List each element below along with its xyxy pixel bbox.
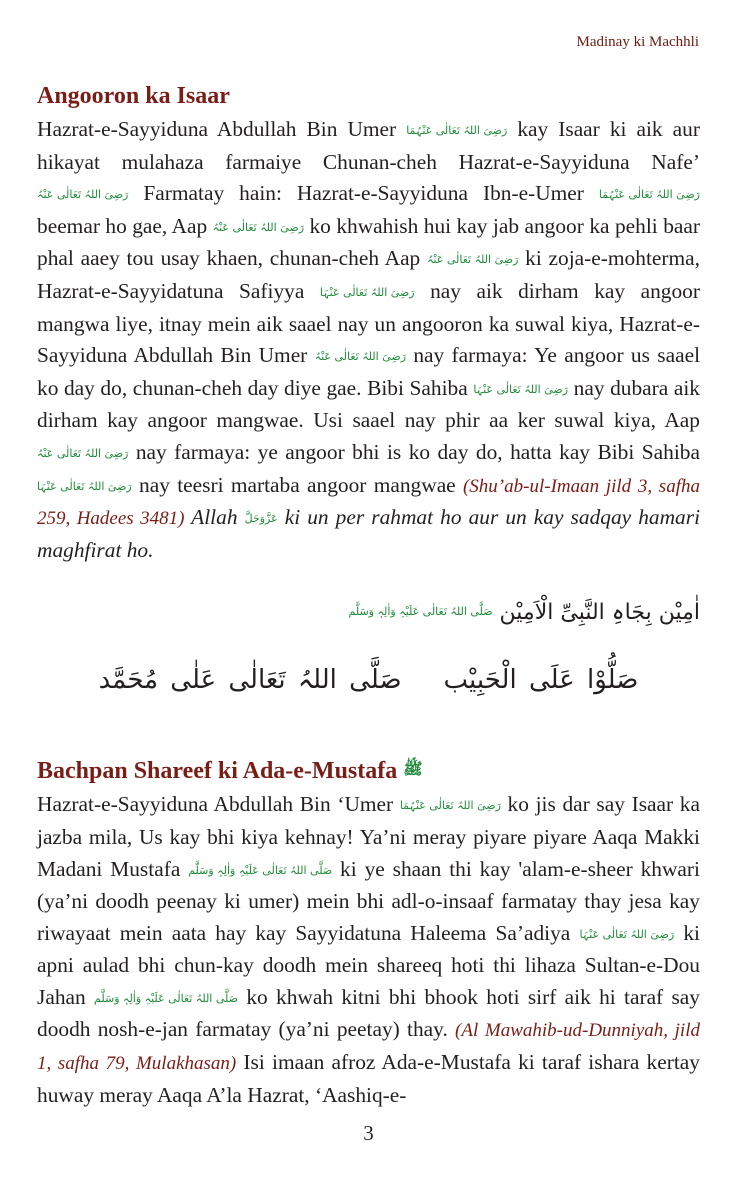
salu-alal-habib-line (37, 665, 700, 695)
section-title-text: Bachpan Shareef ki Ada-e-Mustafa (37, 758, 404, 785)
text-run: kay Isaar ki aik aur hikayat mulahaza farmaiye Chunan-cheh Hazrat-e-Sayyiduna Nafe’ (37, 117, 700, 174)
text-run: ki zoja-e-mohterma, Hazrat-e-Sayyidatuna Safiyya (37, 246, 700, 303)
honorific-radiallahu-anhu: رَضِیَ اللہُ تَعَالٰی عَنْہُ (314, 350, 407, 364)
text-run: nay farmaya: ye angoor bhi is ko day do, hatta kay Bibi Sahiba (128, 439, 700, 464)
text-run: nay dubara aik dirham kay angoor mangwae. Usi saael nay phir aa ker suwal kiya, Aap (37, 375, 700, 433)
text-run-italic: ki un per rahmat ho aur un kay sadqay hamari maghfirat ho. (37, 505, 701, 562)
honorific-radiallahu-anhu: رَضِیَ اللہُ تَعَالٰی عَنْہُ (37, 188, 129, 202)
text-run: nay farmaya: Ye angoor us saael ko day do, chunan-cheh day diye gae. Bibi Sahiba (37, 343, 701, 400)
section-title-bachpan (37, 753, 700, 787)
honorific-radiallahu-anhuma: رَضِیَ اللہُ تَعَالٰی عَنْہُمَا (598, 188, 700, 202)
honorific-salutation: صَلَّی اللہُ تَعَالٰی عَلَیْہِ وَاٰلِہٖ وَسَلَّم (94, 991, 239, 1005)
honorific-pbuh: ﷺ (403, 759, 423, 779)
text-run: ko jis dar say Isaar ka jazba mila, Us kay bhi kiya kehnay! Ya’ni meray piyare piyare Aaqa Makki Madani Mustafa (37, 792, 700, 881)
text-run: beemar ho gae, Aap (37, 213, 213, 238)
honorific-salutation: صَلَّی اللہُ تَعَالٰی عَلَیْہِ وَاٰلِہٖ وَسَلَّم (188, 863, 333, 877)
honorific-radiallahu-anhuma: رَضِیَ اللہُ تَعَالٰی عَنْہُمَا (406, 124, 508, 137)
honorific-radiallahu-anha: رَضِیَ اللہُ تَعَالٰی عَنْہَا (37, 479, 132, 493)
text-run: Farmatay hain: Hazrat-e-Sayyiduna Ibn-e-Umer (128, 181, 599, 206)
text-run: ko khwahish hui kay jab angoor ka pehli baar phal aaey tou usay khaen, chunan-cheh Aap (37, 213, 700, 271)
salu-alal-habib: صَلُّوْا عَلَی الْحَبِیْب (443, 665, 639, 696)
honorific-radiallahu-anhuma: رَضِیَ اللہُ تَعَالٰی عَنْہُمَا (399, 799, 501, 813)
text-run: Hazrat-e-Sayyiduna Abdullah Bin ‘Umer (37, 792, 400, 817)
section-title-angooron: Angooron ka Isaar (37, 83, 230, 109)
honorific-salutation: صَلَّی اللہُ تَعَالٰی عَلَیْہِ وَاٰلِہٖ وَسَلَّم (348, 605, 493, 619)
running-head: Madinay ki Machhli (576, 34, 699, 50)
paragraph-angooron (37, 114, 700, 566)
text-run: nay aik dirham kay angoor mangwa liye, itnay mein aik saael nay un angooron ka suwal kiya, Hazrat-e-Sayyiduna Abdullah Bin Umer (37, 278, 700, 368)
text-run: ki apni aulad bhi chun-kay doodh mein shareeq hoti thi lihaza Sultan-e-Dou Jahan (37, 920, 700, 1009)
text-run-italic: Allah (184, 505, 245, 530)
text-run: Hazrat-e-Sayyiduna Abdullah Bin Umer (37, 117, 407, 141)
page-number: 3 (363, 1121, 374, 1145)
paragraph-bachpan (37, 789, 700, 1111)
honorific-radiallahu-anhu: رَضِیَ اللہُ تَعَالٰی عَنْہُ (427, 253, 519, 267)
text-run: ki ye shaan thi kay 'alam-e-sheer khwari (ya’ni doodh peenay ki umer) mein bhi adl-o-insaaf farmatay thay jesa kay riwayaat mein aata hay kay Sayyidatuna Haleema Sa’adiya (37, 856, 700, 945)
honorific-radiallahu-anhu: رَضِیَ اللہُ تَعَالٰی عَنْہُ (37, 446, 129, 460)
honorific-radiallahu-anha: رَضِیَ اللہُ تَعَالٰی عَنْہَا (319, 285, 415, 299)
sallallahu-ala-muhammad: صَلَّی اللہُ تَعَالٰی عَلٰی مُحَمَّد (98, 665, 402, 696)
honorific-azza-wa-jall: عَزَّوَجَلَّ (244, 512, 278, 526)
ameen-line (37, 600, 700, 625)
page-content (37, 80, 700, 1111)
honorific-radiallahu-anha: رَضِیَ اللہُ تَعَالٰی عَنْہَا (579, 927, 675, 941)
text-run: nay teesri martaba angoor mangwae (131, 472, 463, 497)
honorific-radiallahu-anha: رَضِیَ اللہُ تَعَالٰی عَنْہَا (473, 382, 569, 396)
text-run: ko khwah kitni bhi bhook hoti sirf aik hi taraf say doodh nosh-e-jan farmatay (ya’ni peetay) thay. (37, 984, 700, 1042)
honorific-radiallahu-anhu: رَضِیَ اللہُ تَعَالٰی عَنْہُ (212, 220, 305, 234)
ameen-text: اٰمِیْن بِجَاہِ النَّبِیِّ الْاَمِیْن (499, 600, 700, 626)
text-run: Isi imaan afroz Ada-e-Mustafa ki taraf ishara kertay huway meray Aaqa A’la Hazrat, ‘Aashiq-e- (37, 1050, 701, 1107)
citation: (Al Mawahib-ud-Dunniyah, jild 1, safha 79, Mulakhasan) (37, 1020, 700, 1075)
citation: (Shu’ab-ul-Imaan jild 3, safha 259, Hadees 3481) (37, 475, 700, 530)
